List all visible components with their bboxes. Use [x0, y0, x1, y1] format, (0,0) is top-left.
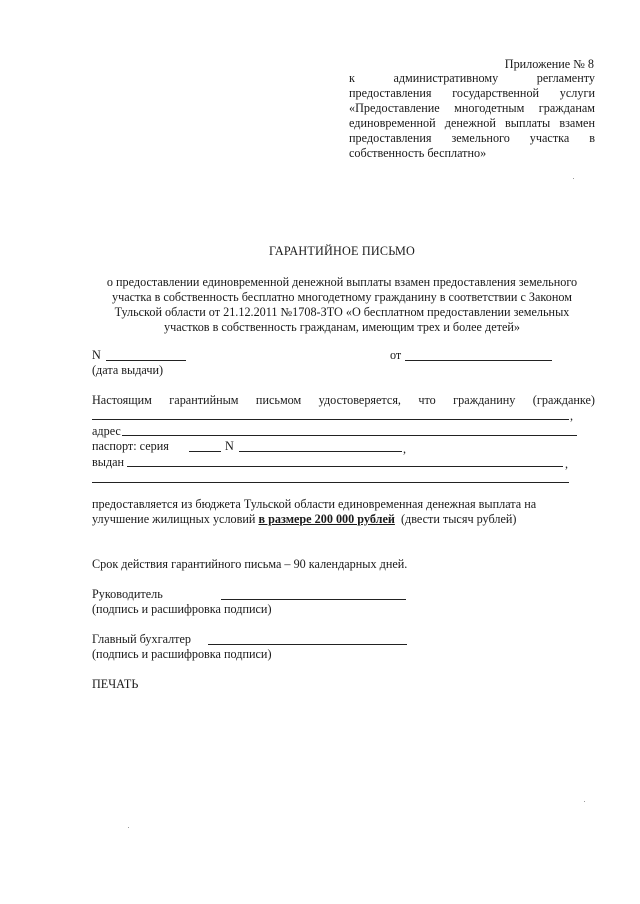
number-label: N: [92, 348, 101, 362]
subheading-line-2: участка в собственность бесплатно многодетному гражданину в соответствии с Законом: [112, 290, 572, 304]
issued-field-continued[interactable]: [92, 482, 569, 483]
head-label: Руководитель: [92, 587, 163, 601]
issued-field[interactable]: [127, 466, 563, 467]
certify-intro: Настоящим гарантийным письмом удостоверяется, что гражданину (гражданке): [92, 393, 595, 407]
scan-speck: [573, 178, 574, 179]
accountant-signature-field[interactable]: [208, 644, 407, 645]
subheading-line-1: о предоставлении единовременной денежной выплаты взамен предоставления земельного: [106, 275, 578, 289]
head-signature-field[interactable]: [221, 599, 406, 600]
accountant-label: Главный бухгалтер: [92, 632, 192, 646]
passport-series-field[interactable]: [189, 451, 221, 452]
address-field[interactable]: [122, 435, 577, 436]
appendix-line-6: собственность бесплатно»: [349, 146, 487, 160]
citizen-name-comma: ,: [570, 409, 574, 423]
stamp-label: ПЕЧАТЬ: [92, 677, 139, 691]
issued-comma: ,: [565, 457, 569, 471]
appendix-line-2: предоставления государственной услуги: [349, 86, 595, 100]
passport-comma: ,: [403, 442, 407, 456]
appendix-line-5: предоставления земельного участка в: [349, 131, 595, 145]
scan-speck: [128, 827, 129, 828]
appendix-title: Приложение № 8: [504, 57, 594, 71]
date-caption: (дата выдачи): [92, 363, 164, 377]
from-field[interactable]: [405, 360, 552, 361]
from-label: от: [390, 348, 402, 362]
passport-series-label: паспорт: серия: [92, 439, 169, 453]
number-field[interactable]: [106, 360, 186, 361]
subheading-line-4: участков в собственность гражданам, имеющим трех и более детей»: [164, 320, 520, 334]
validity-text: Срок действия гарантийного письма – 90 календарных дней.: [92, 557, 408, 571]
grant-line-2: [92, 512, 516, 527]
appendix-line-1: к административному регламенту: [349, 71, 595, 85]
grant-line-1: предоставляется из бюджета Тульской области единовременная денежная выплата на: [92, 497, 537, 511]
scan-speck: [584, 801, 585, 802]
appendix-line-3: «Предоставление многодетным гражданам: [349, 101, 595, 115]
address-label: адрес: [92, 424, 121, 438]
head-caption: (подпись и расшифровка подписи): [92, 602, 272, 616]
accountant-caption: (подпись и расшифровка подписи): [92, 647, 272, 661]
issued-label: выдан: [92, 455, 125, 469]
grant-line-2-prefix: улучшение жилищных условий: [92, 512, 256, 526]
grant-amount: в размере 200 000 рублей: [258, 512, 395, 526]
appendix-line-4: единовременной денежной выплаты взамен: [349, 116, 595, 130]
subheading-line-3: Тульской области от 21.12.2011 №1708-ЗТО «О бесплатном предоставлении земельных: [114, 305, 570, 319]
grant-amount-words: (двести тысяч рублей): [400, 512, 517, 526]
passport-number-field[interactable]: [239, 451, 402, 452]
citizen-name-field[interactable]: [92, 419, 569, 420]
passport-number-label: N: [225, 439, 234, 453]
document-heading: ГАРАНТИЙНОЕ ПИСЬМО: [269, 244, 415, 258]
